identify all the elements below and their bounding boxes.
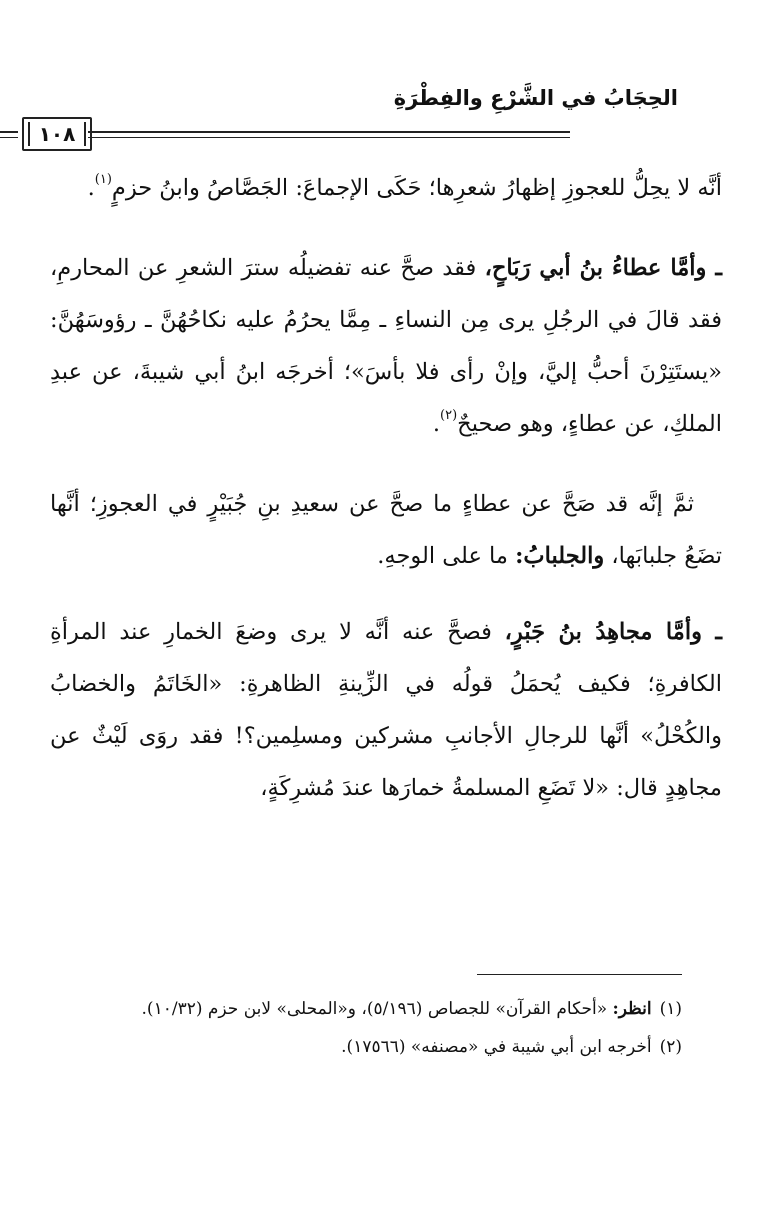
paragraph-1 [50,162,722,218]
footnote-1-bold: انظر: [612,999,652,1019]
page-number [22,117,92,151]
paragraph-4-text: فصحَّ عنه أنَّه لا يرى وضعَ الخمارِ عند المرأةِ الكافرةِ؛ فكيف يُحمَلُ قولُه في الزِّينةِ الظاهرةِ: «الخَاتَمُ والخضابُ والكُحْلُ» أنَّها للرجالِ الأجانبِ مشركين ومسلِمين؟! فقد روَى لَيْثٌ عن مجاهِدٍ قال: «لا تَضَعِ المسلمةُ خمارَها عندَ مُشرِكَةٍ، [50,619,722,801]
footnote-2-number: (٢) [659,1037,682,1057]
footnote-1 [90,990,682,1028]
paragraph-3 [50,478,722,582]
footnote-ref-1[interactable]: (١) [94,172,112,187]
paragraph-4 [50,606,722,814]
header-rule-left [0,131,18,133]
paragraph-2-lead: ـ وأمَّا عطاءُ بنُ أبي رَبَاحٍ، [484,255,722,281]
header-rule-left-thin [0,137,18,138]
paragraph-2-text: فقد صحَّ عنه تفضيلُه سترَ الشعرِ عن المحارمِ، فقد قالَ في الرجُلِ يرى مِن النساءِ ـ مِمَّا يحرُمُ عليه نكاحُهُنَّ ـ رؤوسَهُنَّ: «يستَتِرْنَ أحبُّ إليَّ، وإنْ رأى فلا بأسَ»؛ أخرجَه ابنُ أبي شيبةَ، عن عبدِ الملكِ، عن عطاءٍ، وهو صحيحٌ [50,255,722,437]
footnote-separator [477,974,682,975]
header-rule-thin [88,137,570,138]
footnote-1-text: «أحكام القرآن» للجصاص (٥/١٩٦)، و«المحلى» لابن حزم (١٠/٣٢). [141,999,613,1019]
body-text [50,162,722,814]
running-title: الحِجَابُ في الشَّرْعِ والفِطْرَةِ [393,86,678,110]
paragraph-2 [50,242,722,454]
footnote-ref-2[interactable]: (٢) [440,408,458,423]
header-rule [88,131,570,133]
paragraph-1-end: . [87,175,95,201]
footnote-2-text: أخرجه ابن أبي شيبة في «مصنفه» (١٧٥٦٦). [341,1037,652,1057]
footnotes [90,990,682,1066]
footnote-1-number: (١) [659,999,682,1019]
paragraph-3-bold: والجلبابُ: [515,543,605,569]
paragraph-3-text: ثمَّ إنَّه قد صَحَّ عن عطاءٍ ما صحَّ عن سعيدِ بنِ جُبَيْرٍ في العجوزِ؛ أنَّها تضَعُ جلبابَها، [50,491,722,569]
paragraph-1-text: أنَّه لا يحِلُّ للعجوزِ إظهارُ شعرِها؛ حَكَى الإجماعَ: الجَصَّاصُ وابنُ حزمٍ [111,175,722,201]
footnote-2 [90,1028,682,1066]
paragraph-2-end: . [432,411,441,437]
page-number-text: ١٠٨ [38,122,76,146]
paragraph-4-lead: ـ وأمَّا مجاهِدُ بنُ جَبْرٍ، [504,619,722,645]
paragraph-3-end: ما على الوجهِ. [377,543,516,569]
